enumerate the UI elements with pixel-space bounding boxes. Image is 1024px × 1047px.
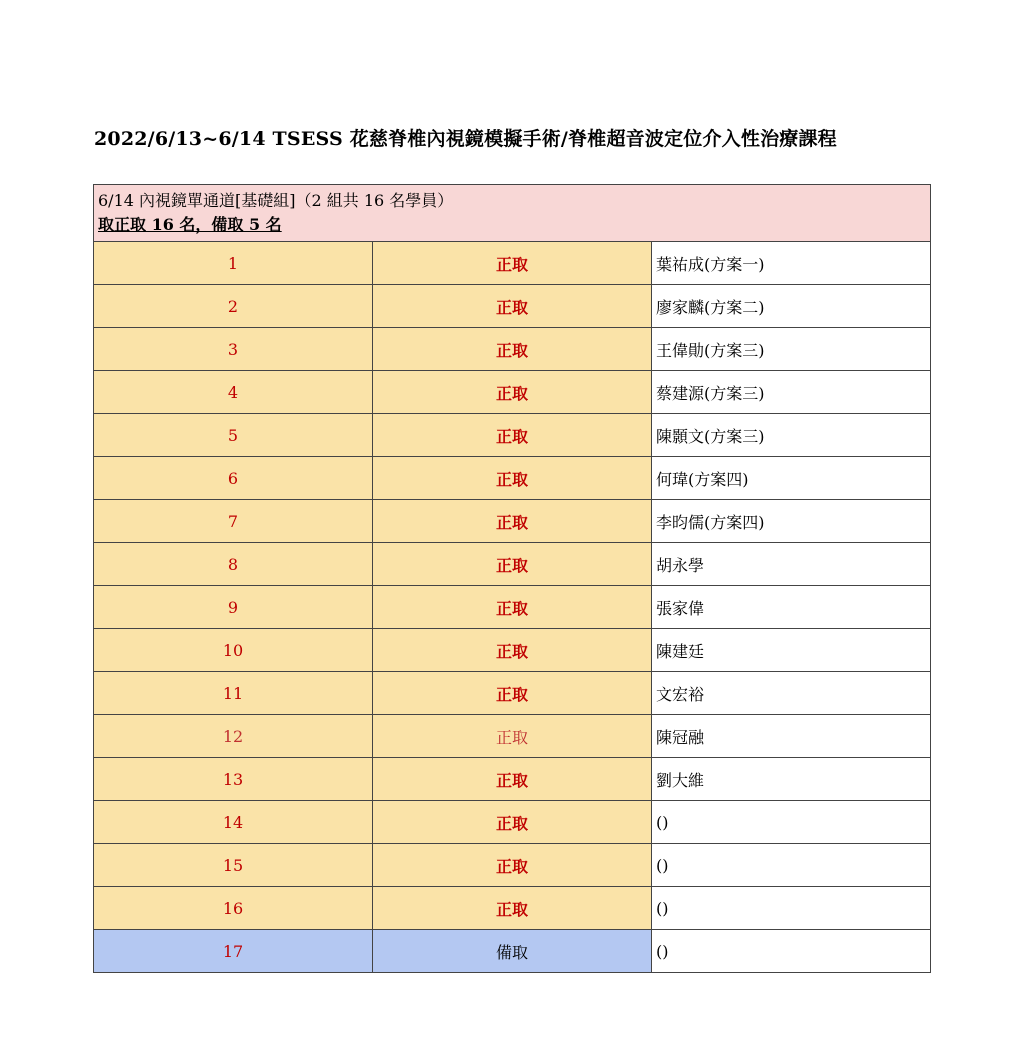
row-number: 3 [94,328,373,371]
table-header-row [94,185,931,242]
row-status: 正取 [373,801,652,844]
roster-body [94,185,931,973]
row-status: 正取 [373,672,652,715]
table-row [94,758,931,801]
row-name: 張家偉 [652,586,931,629]
row-name: 李昀儒(方案四) [652,500,931,543]
row-name: 廖家麟(方案二) [652,285,931,328]
row-number: 12 [94,715,373,758]
row-number: 16 [94,887,373,930]
row-name: 陳顥文(方案三) [652,414,931,457]
table-header-cell [94,185,931,242]
row-status: 正取 [373,586,652,629]
row-name: 陳冠融 [652,715,931,758]
row-name: 文宏裕 [652,672,931,715]
row-status: 正取 [373,500,652,543]
table-row [94,457,931,500]
row-status: 正取 [373,371,652,414]
document-title: 2022/6/13~6/14 TSESS 花慈脊椎內視鏡模擬手術/脊椎超音波定位介入性治療課程 [94,128,837,150]
row-name: () [652,887,931,930]
row-status: 正取 [373,543,652,586]
row-number: 7 [94,500,373,543]
table-row [94,629,931,672]
row-name: 陳建廷 [652,629,931,672]
row-number: 13 [94,758,373,801]
table-row [94,414,931,457]
table-row [94,371,931,414]
table-row [94,586,931,629]
row-status: 正取 [373,242,652,285]
row-status: 正取 [373,715,652,758]
row-number: 11 [94,672,373,715]
row-name: () [652,801,931,844]
row-number: 2 [94,285,373,328]
row-name: 王偉勛(方案三) [652,328,931,371]
row-status: 正取 [373,844,652,887]
row-number: 8 [94,543,373,586]
row-status: 正取 [373,457,652,500]
quota-summary: 取正取 16 名，備取 5 名 [98,215,282,234]
row-name: 蔡建源(方案三) [652,371,931,414]
table-row [94,285,931,328]
row-number: 14 [94,801,373,844]
row-status: 正取 [373,414,652,457]
row-number: 4 [94,371,373,414]
row-number: 17 [94,930,373,973]
roster-table [93,184,931,973]
row-status: 正取 [373,629,652,672]
row-name: 胡永學 [652,543,931,586]
table-row-reserve [94,930,931,973]
table-row [94,801,931,844]
row-number: 6 [94,457,373,500]
row-status: 正取 [373,887,652,930]
table-row [94,543,931,586]
row-number: 9 [94,586,373,629]
row-number: 1 [94,242,373,285]
table-row [94,500,931,543]
row-name: () [652,930,931,973]
table-row [94,887,931,930]
table-row [94,672,931,715]
row-status: 正取 [373,758,652,801]
table-row [94,715,931,758]
row-name: 葉祐成(方案一) [652,242,931,285]
table-row [94,328,931,371]
session-description: 6/14 內視鏡單通道[基礎組]（2 組共 16 名學員） [98,191,454,210]
row-status: 正取 [373,285,652,328]
table-row [94,844,931,887]
row-name: 何瑋(方案四) [652,457,931,500]
row-name: () [652,844,931,887]
row-status: 正取 [373,328,652,371]
table-row [94,242,931,285]
row-number: 5 [94,414,373,457]
row-number: 10 [94,629,373,672]
row-status: 備取 [373,930,652,973]
row-number: 15 [94,844,373,887]
row-name: 劉大維 [652,758,931,801]
